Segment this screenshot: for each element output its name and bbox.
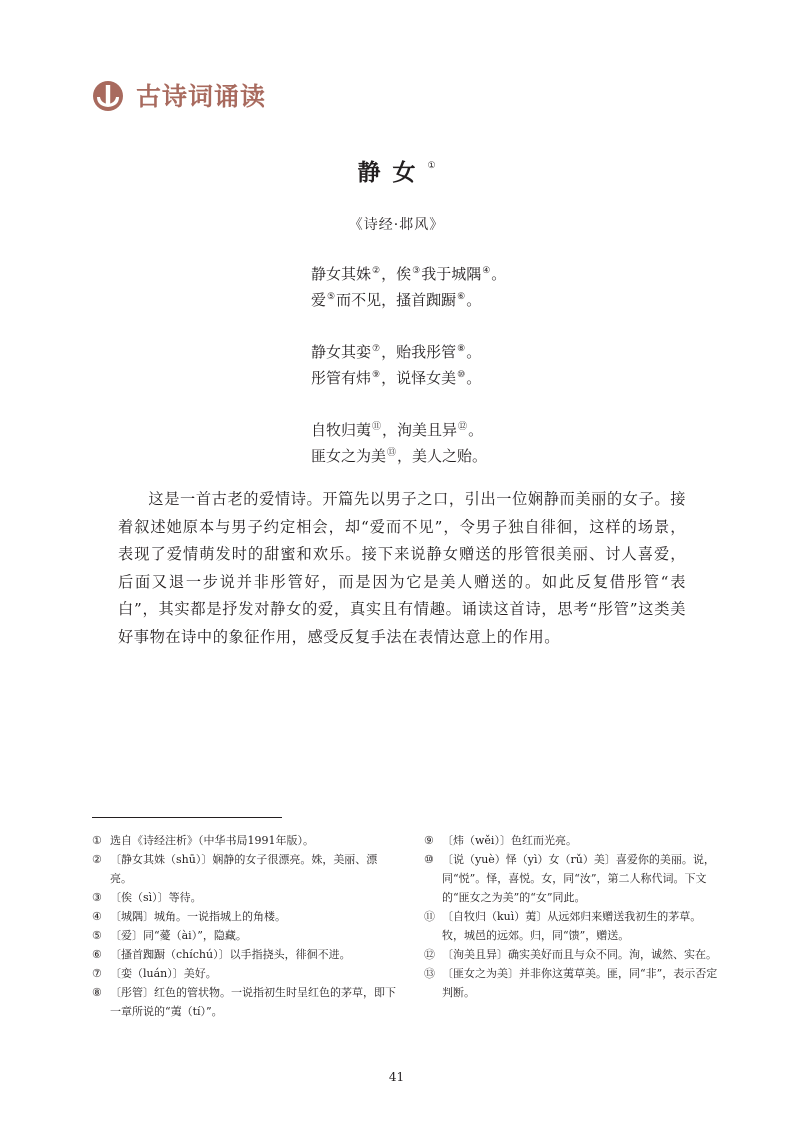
poem-text: ，贻我彤管: [381, 343, 457, 361]
lotus-circle-icon: [92, 80, 124, 112]
footnote-text: 〔自牧归（kuì）荑〕从远郊归来赠送我初生的茅草。牧，城邑的远郊。归，同“馈”，赠送。: [442, 910, 702, 942]
poem-note-mark: ⑦: [372, 344, 381, 354]
footnote: [424, 907, 719, 945]
poem-note-mark: ⑪: [372, 422, 382, 432]
footnote: [424, 964, 719, 1002]
page-number: 41: [388, 1070, 405, 1084]
footnote-number: ④: [92, 910, 102, 923]
poem-text: 。: [466, 369, 482, 387]
footnotes-right-column: [424, 831, 719, 1002]
poem-line: [311, 258, 506, 284]
footnote: [424, 945, 719, 964]
poem-body: [311, 258, 506, 492]
poem-note-mark: ④: [482, 266, 491, 276]
poem-text: 我于城隅: [421, 265, 482, 283]
footnote: [424, 831, 719, 850]
poem-title-note-mark: ①: [427, 161, 436, 171]
poem-text: 。: [466, 343, 482, 361]
footnote-number: ①: [92, 834, 102, 847]
footnote-text: 〔静女其姝（shū）〕娴静的女子很漂亮。姝，美丽、漂亮。: [110, 853, 378, 885]
poem-text: ，美人之贻。: [397, 447, 488, 465]
footnote-number: ⑤: [92, 929, 102, 942]
footnote-text: 〔娈（luán）〕美好。: [110, 967, 217, 980]
poem-note-mark: ⑫: [458, 422, 468, 432]
footnote-number: ③: [92, 891, 102, 904]
footnote-number: ⑪: [424, 910, 435, 923]
footnote-number: ⑬: [424, 967, 435, 980]
poem-text: 而不见，搔首踟蹰: [336, 291, 457, 309]
footnote-text: 〔洵美且异〕确实美好而且与众不同。洵，诚然、实在。: [442, 948, 717, 961]
poem-text: ，说怿女美: [381, 369, 457, 387]
poem-text: 彤管有炜: [311, 369, 372, 387]
footnotes-left-column: [92, 831, 398, 1021]
poem-note-mark: ⑤: [327, 292, 336, 302]
poem-line: [311, 336, 506, 362]
poem-line: [311, 440, 506, 466]
poem-note-mark: ③: [412, 266, 421, 276]
footnote: [92, 926, 398, 945]
poem-line: [311, 362, 506, 388]
footnote-text: 〔爱〕同“薆（ài）”，隐藏。: [110, 929, 247, 942]
poem-line: [311, 284, 506, 310]
poem-note-mark: ②: [372, 266, 381, 276]
footnote: [92, 964, 398, 983]
footnote: [92, 907, 398, 926]
footnote-text: 〔彤管〕红色的管状物。一说指初生时呈红色的茅草，即下一章所说的“荑（tí）”。: [110, 986, 396, 1018]
footnote-number: ②: [92, 853, 102, 866]
section-header: [92, 78, 266, 114]
intro-paragraph: 这是一首古老的爱情诗。开篇先以男子之口，引出一位娴静而美丽的女子。接着叙述她原本与男子约定相会，却“爱而不见”，令男子独自徘徊，这样的场景，表现了爱情萌发时的甜蜜和欢乐。接下来说静女赠送的彤管很美丽、讨人喜爱，后面又退一步说并非彤管好，而是因为它是美人赠送的。如此反复借彤管“表白”，其实都是抒发对静女的爱，真实且有情趣。诵读这首诗，思考“彤管”这类美好事物在诗中的象征作用，感受反复手法在表情达意上的作用。: [118, 490, 686, 646]
poem-note-mark: ⑥: [457, 292, 466, 302]
footnote-text: 〔搔首踟蹰（chíchú）〕以手指挠头，徘徊不进。: [110, 948, 351, 961]
footnote-text: 〔说（yuè）怿（yì）女（rǔ）美〕喜爱你的美丽。说，同“悦”。怿，喜悦。女，同“汝”，第二人称代词。下文的“匪女之为美”的“女”同此。: [442, 853, 715, 904]
footnote: [424, 850, 719, 907]
footnote-text: 〔城隅〕城角。一说指城上的角楼。: [110, 910, 286, 923]
footnote: [92, 945, 398, 964]
poem-text: 匪女之为美: [311, 447, 387, 465]
footnote-number: ⑥: [92, 948, 102, 961]
footnote: [92, 888, 398, 907]
poem-text: 自牧归荑: [311, 421, 372, 439]
footnote-divider: [92, 817, 282, 818]
footnote: [92, 983, 398, 1021]
poem-note-mark: ⑩: [457, 370, 466, 380]
poem-note-mark: ⑨: [372, 370, 381, 380]
poem-source: 《诗经·邶风》: [348, 217, 445, 233]
poem-line: [311, 414, 506, 440]
poem-text: 。: [468, 421, 484, 439]
footnote-number: ⑨: [424, 834, 434, 847]
poem-stanza: [311, 414, 506, 466]
poem-text: 静女其娈: [311, 343, 372, 361]
footnote-number: ⑫: [424, 948, 435, 961]
poem-note-mark: ⑧: [457, 344, 466, 354]
footnote: [92, 831, 398, 850]
poem-text: ，俟: [381, 265, 412, 283]
poem-text: 静女其姝: [311, 265, 372, 283]
poem-text: ，洵美且异: [382, 421, 458, 439]
footnote-text: 〔匪女之为美〕并非你这荑草美。匪，同“非”，表示否定判断。: [442, 967, 718, 999]
footnote-number: ⑦: [92, 967, 102, 980]
footnote: [92, 850, 398, 888]
footnote-text: 〔炜（wěi）〕色红而光亮。: [442, 834, 577, 847]
poem-stanza: [311, 258, 506, 310]
footnote-text: 选自《诗经注析》（中华书局1991年版）。: [110, 834, 314, 847]
poem-text: 爱: [311, 291, 327, 309]
section-title: 古诗词诵读: [136, 81, 267, 111]
poem-note-mark: ⑬: [387, 448, 397, 458]
poem-text: 。: [466, 291, 482, 309]
poem-title: [0, 162, 793, 185]
footnote-number: ⑩: [424, 853, 434, 866]
poem-text: 。: [491, 265, 507, 283]
footnote-number: ⑧: [92, 986, 102, 999]
footnote-text: 〔俟（sì）〕等待。: [110, 891, 202, 904]
poem-stanza: [311, 336, 506, 388]
poem-title-text: 静女: [357, 160, 428, 186]
